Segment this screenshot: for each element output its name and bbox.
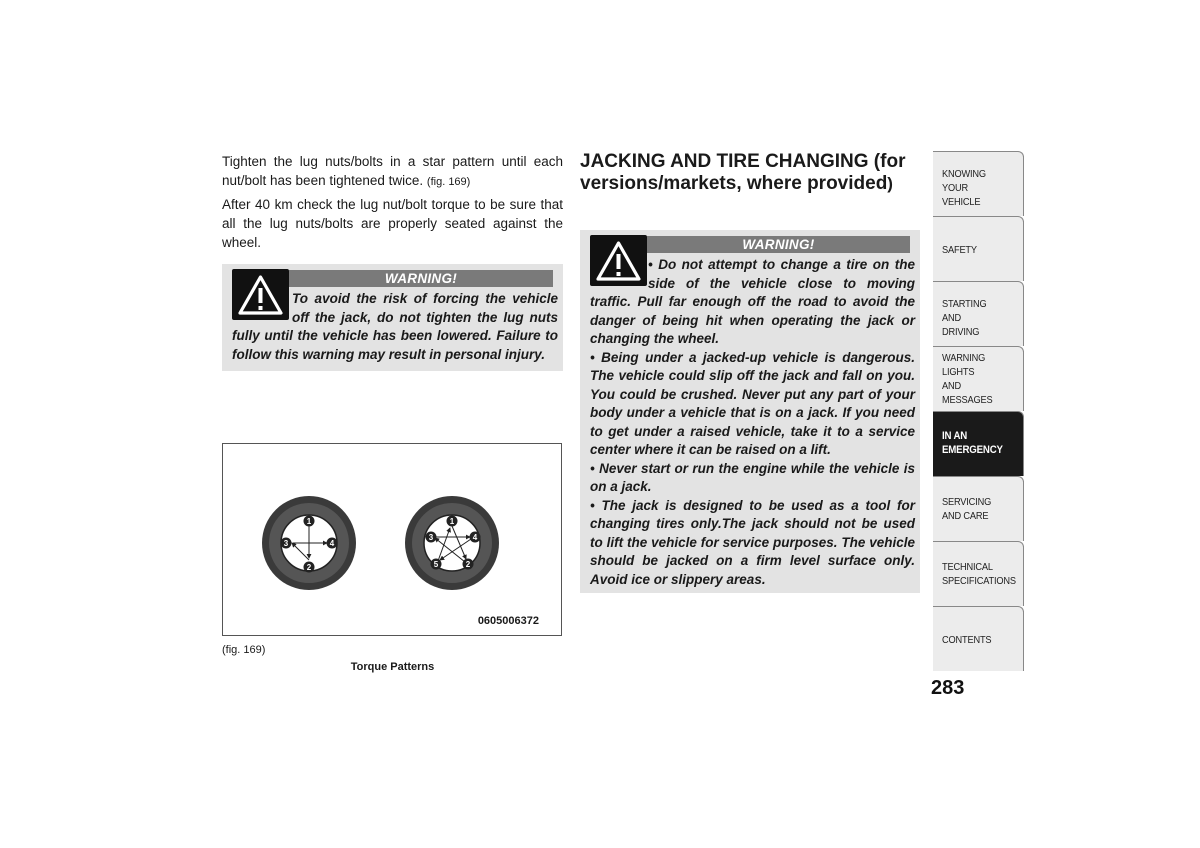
- figure-reference: (fig. 169): [426, 176, 471, 188]
- tab-contents[interactable]: CONTENTS: [933, 606, 1024, 671]
- tab-starting-and-driving[interactable]: STARTING AND DRIVING: [933, 281, 1024, 346]
- five-lug-wheel: [405, 496, 499, 590]
- lug-label: 3: [283, 539, 289, 548]
- lug-label: 1: [306, 517, 312, 526]
- tab-knowing-your-vehicle[interactable]: KNOWING YOUR VEHICLE: [933, 151, 1024, 216]
- lug-label: 5: [433, 560, 439, 569]
- section-heading: JACKING AND TIRE CHANGING (for versions/markets, where provided): [580, 151, 906, 194]
- warning-item: • Do not attempt to change a tire on the side of the vehicle close to moving traffic. Pull far enough off the road to avoid the danger of being hit when operating the jack or changing the wheel.: [590, 257, 915, 346]
- chapter-tabs: [933, 151, 1024, 671]
- lug-label: 1: [449, 517, 455, 526]
- lug-label: 4: [472, 533, 478, 542]
- lug-label: 2: [465, 560, 471, 569]
- figure-code: 0605006372: [477, 615, 539, 627]
- warning-text: To avoid the risk of forcing the vehicle off the jack, do not tighten the lug nuts fully until the vehicle has been lowered. Failure to follow this warning may result in personal injury.: [232, 291, 558, 362]
- torque-patterns-figure: [222, 443, 562, 636]
- paragraph-star-pattern: [222, 152, 563, 192]
- lug-label: 2: [306, 563, 312, 572]
- paragraph-torque-check: After 40 km check the lug nut/bolt torque to be sure that all the lug nuts/bolts are properly seated against the wheel.: [222, 197, 563, 250]
- tab-technical-specifications[interactable]: TECHNICAL SPECIFICATIONS: [933, 541, 1024, 606]
- warning-text: [590, 256, 915, 589]
- warning-box-left: [222, 264, 563, 371]
- tab-warning-lights-and-messages[interactable]: WARNING LIGHTS AND MESSAGES: [933, 346, 1024, 411]
- warning-item: • The jack is designed to be used as a tool for changing tires only.The jack should not be used to lift the vehicle for service purposes. The vehicle should be jacked on a firm level surface only. Avoid ice or slippery areas.: [590, 497, 915, 587]
- warning-box-right: [580, 230, 920, 593]
- tab-safety[interactable]: SAFETY: [933, 216, 1024, 281]
- paragraph-text: Tighten the lug nuts/bolts in a star pattern until each nut/bolt has been tightened twice.: [222, 154, 563, 188]
- tab-in-an-emergency[interactable]: IN AN EMERGENCY: [933, 411, 1024, 476]
- four-lug-wheel: [262, 496, 356, 590]
- tab-servicing-and-care[interactable]: SERVICING AND CARE: [933, 476, 1024, 541]
- warning-item: • Never start or run the engine while the vehicle is on a jack.: [590, 460, 915, 494]
- figure-caption: Torque Patterns: [350, 661, 435, 673]
- page-number: 283: [931, 677, 965, 699]
- warning-item: • Being under a jacked-up vehicle is dangerous. The vehicle could slip off the jack and fall on you. You could be crushed. Never put any part of your body under a vehicle that is on a jack. If you need to get under a raised vehicle, take it to a service center where it can be raised on a lift.: [590, 349, 915, 457]
- torque-patterns-diagram: [223, 444, 561, 635]
- lug-label: 4: [329, 539, 335, 548]
- lug-label: 3: [428, 533, 434, 542]
- figure-reference: (fig. 169): [222, 644, 266, 656]
- warning-title: WARNING!: [289, 270, 553, 287]
- warning-title: WARNING!: [647, 236, 910, 253]
